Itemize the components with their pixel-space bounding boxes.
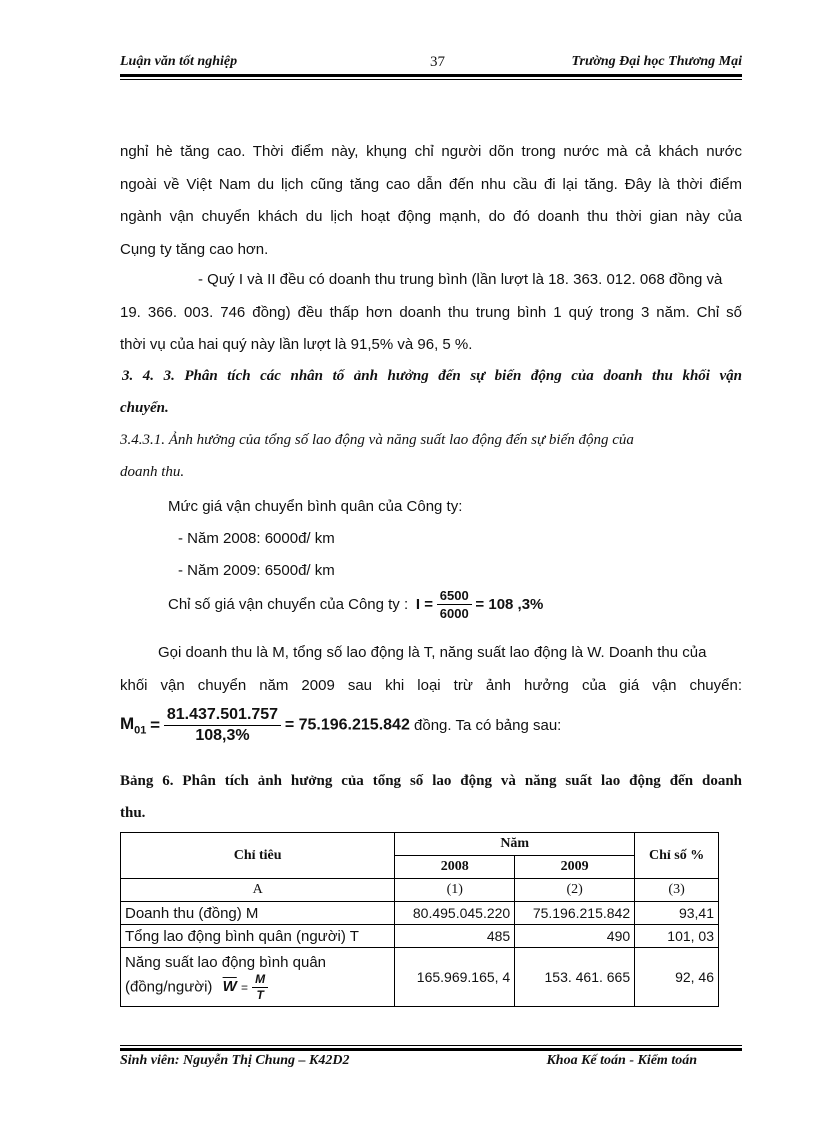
w-fraction [252,973,268,1002]
paragraph-revenue [120,637,742,702]
caption-line: Bảng 6. Phân tích ảnh hưởng của tổng số lao động và năng suất lao động đến doanh [120,773,742,789]
row-label [121,948,395,1007]
header-rule-thick [120,74,742,77]
page-number: 37 [430,54,445,70]
fraction-denominator: 108,3% [195,727,250,744]
code-cell: (1) [395,879,515,902]
price-index-symbol: I = [415,596,433,613]
text-line: ngoài về Việt Nam du lịch cũng tăng cao dẫn đến nhu cầu đi lại tăng. Đây là thời điểm [120,175,742,193]
text-line: Gọi doanh thu là M, tổng số lao động là T, năng suất lao động là W. Doanh thu của [158,644,707,661]
header-index: Chỉ số % [635,833,719,879]
cell-2009: 490 [515,925,635,948]
table-row [121,948,719,1007]
price-2008: - Năm 2008: 6000đ/ km [178,530,335,547]
code-cell: A [121,879,395,902]
text-line: ngành vận chuyển khách du lịch hoạt động mạnh, do đó doanh thu thời gian này của [120,208,742,225]
cell-2008: 165.969.165, 4 [395,948,515,1007]
section-heading [120,360,742,424]
header-thesis-title: Luận văn tốt nghiệp [120,54,238,69]
table-code-row [121,879,719,902]
price-2009: - Năm 2009: 6500đ/ km [178,562,335,579]
cell-index: 101, 03 [635,925,719,948]
header-rule-thin [120,79,742,80]
footer-rule-thin [120,1045,742,1046]
fraction-numerator: M [252,973,268,988]
w-equals: = [240,980,248,994]
footer-department: Khoa Kế toán - Kiểm toán [546,1053,697,1068]
heading-line: 3. 4. 3. Phân tích các nhân tố ảnh hưởng đến sự biến động của doanh thu khối vận [122,368,742,384]
fraction-numerator: 6500 [437,588,472,605]
cell-2009: 75.196.215.842 [515,902,635,925]
text-line: Cụng ty tăng cao hơn. [120,240,269,258]
header-university: Trường Đại học Thương Mại [571,54,742,69]
footer-rule-thick [120,1048,742,1051]
caption-line: thu. [120,805,146,821]
price-index-label: Chỉ số giá vận chuyển của Công ty : [168,596,409,613]
cell-2008: 80.495.045.220 [395,902,515,925]
table-caption [120,765,742,829]
cell-index: 92, 46 [635,948,719,1007]
text-line: 19. 366. 003. 746 đồng) đều thấp hơn doanh thu trung bình 1 quý trong 3 năm. Chỉ số [120,303,742,321]
footer-student: Sinh viên: Nguyễn Thị Chung – K42D2 [120,1053,350,1068]
table-row [121,902,719,925]
price-index-fraction [437,588,472,621]
header-indicator: Chỉ tiêu [121,833,395,879]
code-cell: (3) [635,879,719,902]
header-year: Năm [395,833,635,856]
labor-analysis-table [120,832,719,1007]
header-2009: 2009 [515,856,635,879]
row-label: Tổng lao động bình quân (người) T [121,925,395,948]
formula-symbol: $M_{01}$ [120,714,147,737]
price-index-result: = 108 ,3% [475,596,544,613]
formula-m01 [120,706,742,745]
code-cell: (2) [515,879,635,902]
text-line: nghỉ hè tăng cao. Thời điểm này, khụng chỉ người dõn trong nước mà cả khách nước [120,143,742,160]
text-line: - Quý I và II đều có doanh thu trung bình (lần lượt là 18. 363. 012. 068 đồng và [198,271,723,288]
fraction-denominator: 6000 [439,606,469,621]
row-label-line1: Năng suất lao động bình quân [125,953,326,971]
cell-2009: 153. 461. 665 [515,948,635,1007]
price-index-line [168,588,728,621]
w-symbol: $\overline{W}$ [222,978,237,995]
table-row [121,925,719,948]
formula-fraction [164,706,281,745]
cell-2008: 485 [395,925,515,948]
paragraph-quarters [120,264,742,362]
formula-suffix: đồng. Ta có bảng sau: [409,717,562,734]
page-header [120,52,742,74]
formula-equals: = [150,715,161,735]
row-label-line2: (đồng/người) $\overline{W}$ = $\frac{M}{T}$ [125,973,390,1002]
price-intro: Mức giá vận chuyển bình quân của Công ty: [168,498,463,515]
header-2008: 2008 [395,856,515,879]
fraction-numerator: 81.437.501.757 [164,706,281,726]
row-label: Doanh thu (đồng) M [121,902,395,925]
fraction-denominator: T [256,987,264,1002]
text-line: thời vụ của hai quý này lần lượt là 91,5% và 96, 5 %. [120,336,473,353]
table-header-row [121,833,719,856]
text-line: khối vận chuyển năm 2009 sau khi loại trừ ảnh hưởng của giá vận chuyển: [120,676,742,694]
formula-result: = 75.196.215.842 [284,716,410,734]
paragraph-seasonal [120,136,742,266]
price-info [120,491,742,587]
subsection-heading [120,424,742,488]
heading-line: doanh thu. [120,464,185,480]
heading-line: chuyển. [120,400,169,416]
heading-line: 3.4.3.1. Ảnh hưởng của tổng số lao động và năng suất lao động đến sự biến động của [120,432,634,448]
cell-index: 93,41 [635,902,719,925]
